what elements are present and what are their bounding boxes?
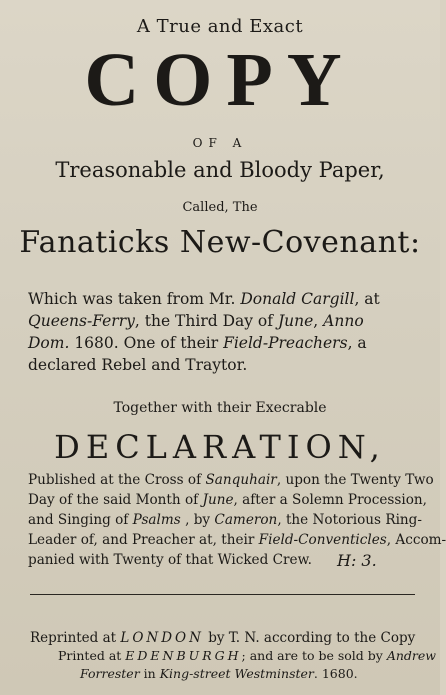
title-line-2: Treasonable and Bloody Paper,: [55, 158, 385, 182]
taken-line-1: Which was taken from Mr. Donald Cargill, at: [28, 290, 380, 308]
published-line-2: Day of the said Month of June, after a Solemn Procession,: [28, 492, 427, 508]
taken-line-4: declared Rebel and Traytor.: [28, 356, 248, 374]
imprint-line-2: Printed at EDENBURGH; and are to be sold by Andrew: [58, 648, 436, 663]
published-line-1: Published at the Cross of Sanquhair, upon the Twenty Two: [28, 472, 434, 488]
taken-line-3: Dom. 1680. One of their Field-Preachers, a: [28, 334, 367, 352]
published-line-4: Leader of, and Preacher at, their Field-Conventicles, Accom-: [28, 532, 446, 548]
imprint-line-3: Forrester in King-street Westminster. 1680.: [80, 666, 358, 681]
title-covenant: Fanaticks New-Covenant:: [19, 225, 421, 260]
divider-rule: [30, 594, 415, 595]
imprint-line-1: Reprinted at LONDON by T. N. according to the Copy: [30, 630, 416, 646]
handwritten-shelfmark: H: 3.: [337, 551, 377, 570]
title-called: Called, The: [182, 200, 258, 215]
title-line-1: A True and Exact: [136, 16, 304, 37]
published-line-5: panied with Twenty of that Wicked Crew.: [28, 552, 312, 568]
title-of-a: OF A: [192, 136, 248, 150]
published-line-3: and Singing of Psalms , by Cameron, the Notorious Ring-: [28, 512, 422, 528]
taken-line-2: Queens-Ferry, the Third Day of June, Anno: [28, 312, 364, 330]
title-copy: COPY: [84, 38, 356, 122]
together-line: Together with their Execrable: [113, 400, 327, 416]
declaration-heading: DECLARATION,: [54, 428, 386, 466]
